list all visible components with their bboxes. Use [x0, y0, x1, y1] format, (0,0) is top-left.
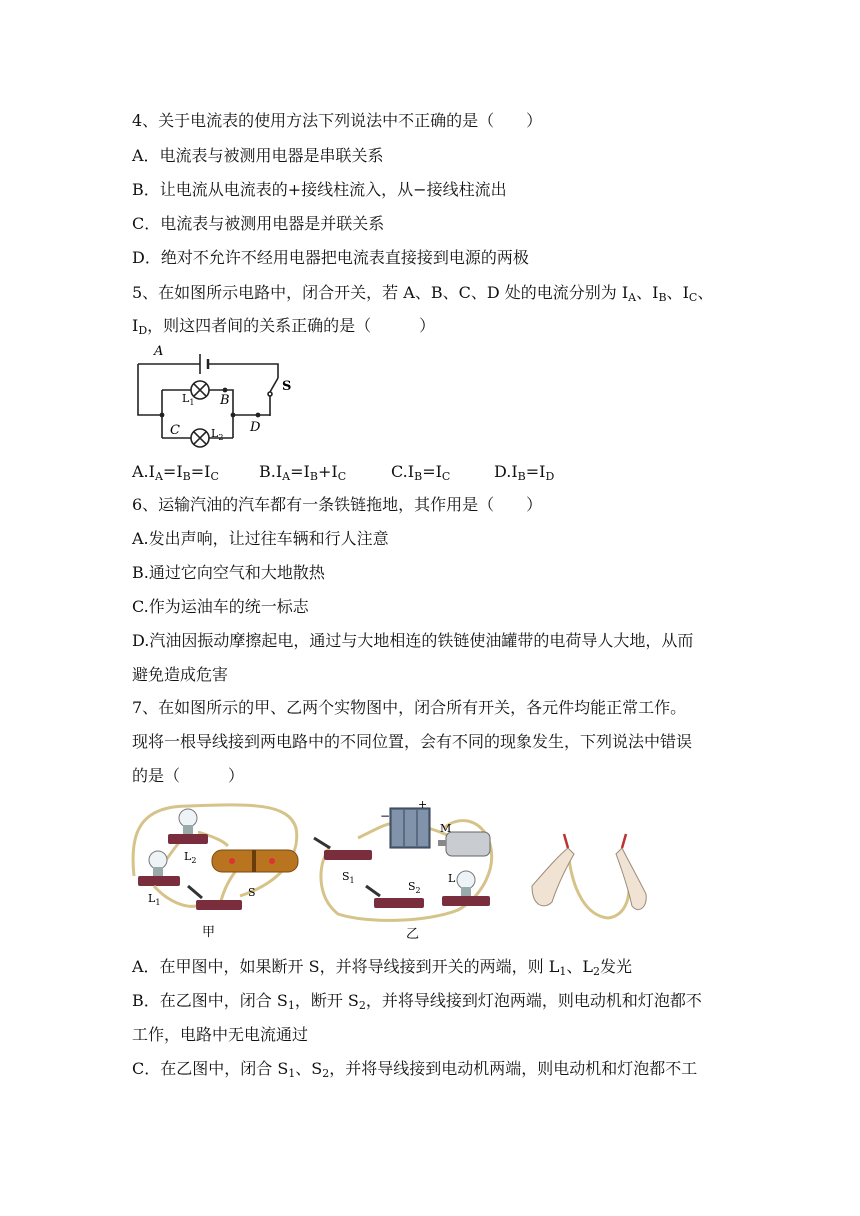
q4-option-b: B．让电流从电流表的+接线柱流入，从−接线柱流出 — [132, 180, 507, 199]
q4-option-a: A．电流表与被测用电器是串联关系 — [132, 146, 384, 165]
q6-option-d-line2: 避免造成危害 — [132, 665, 229, 684]
figure-yi — [314, 798, 492, 942]
jia-label-s: S — [248, 886, 256, 899]
q6-option-d-line1: D.汽油因振动摩擦起电，通过与大地相连的铁链使油罐带的电荷导人大地，从而 — [132, 631, 694, 650]
diagram-label-b: B — [220, 393, 230, 408]
q5-stem-line1: 5、在如图所示电路中，闭合开关，若 A、B、C、D 处的电流分别为 $I_A$、$I_B$、$I_C$、 — [132, 283, 714, 304]
q7-stem-line1: 7、在如图所示的甲、乙两个实物图中，闭合所有开关，各元件均能正常工作。 — [132, 698, 687, 717]
jia-label-l1: $L_1$ — [148, 892, 161, 907]
figure-jia — [133, 805, 298, 940]
q7-option-b-line1: B．在乙图中，闭合 $S_1$，断开 $S_2$，并将导线接到灯泡两端，则电动机和灯泡都不 — [132, 991, 702, 1012]
yi-label-l: L — [448, 872, 456, 885]
q6-option-b: B.通过它向空气和大地散热 — [132, 563, 325, 582]
figure-hands-wire — [532, 834, 646, 918]
q7-circuit-photos — [128, 798, 668, 946]
diagram-label-d: D — [250, 420, 261, 435]
q4-option-d: D．绝对不允许不经用电器把电流表直接接到电源的两极 — [132, 248, 529, 267]
jia-label-l2: $L_2$ — [184, 850, 197, 865]
q7-option-a: A．在甲图中，如果断开 S，并将导线接到开关的两端，则 $L_1$、$L_2$发光 — [132, 957, 632, 978]
diagram-label-a: A — [154, 344, 164, 359]
yi-label-s1: $S_1$ — [342, 870, 355, 885]
diagram-label-l1: $L_1$ — [182, 392, 195, 407]
diagram-label-l2: $L_2$ — [211, 427, 224, 442]
q7-stem-line3: 的是（ ） — [132, 766, 245, 785]
q6-option-c: C.作为运油车的统一标志 — [132, 597, 309, 616]
q5-option-c: $C.I_B=I_C$ — [391, 462, 451, 483]
q5-stem-line2: $I_D$，则这四者间的关系正确的是（ ） — [132, 316, 436, 337]
label-jia: 甲 — [202, 925, 216, 940]
svg-text:−: − — [380, 809, 391, 823]
q7-option-c: C．在乙图中，闭合 $S_1$、$S_2$，并将导线接到电动机两端，则电动机和灯泡都不工 — [132, 1059, 698, 1080]
diagram-label-s: S — [282, 379, 292, 394]
q4-stem: 4、关于电流表的使用方法下列说法中不正确的是（ ） — [132, 111, 543, 130]
q7-stem-line2: 现将一根导线接到两电路中的不同位置，会有不同的现象发生，下列说法中错误 — [132, 732, 693, 751]
yi-label-m: M — [440, 822, 452, 835]
label-yi: 乙 — [406, 927, 420, 942]
q4-option-c: C．电流表与被测用电器是并联关系 — [132, 214, 385, 233]
q5-option-a: $A.I_A=I_B=I_C$ — [132, 462, 219, 483]
q7-option-b-line2: 工作，电路中无电流通过 — [132, 1025, 309, 1044]
q5-option-d: $D.I_B=I_D$ — [494, 462, 555, 483]
q6-option-a: A.发出声响，让过往车辆和行人注意 — [132, 529, 389, 548]
diagram-label-c: C — [170, 423, 180, 438]
q6-stem: 6、运输汽油的汽车都有一条铁链拖地，其作用是（ ） — [132, 495, 543, 514]
q5-option-b: $B.I_A=I_B+I_C$ — [259, 462, 347, 483]
svg-text:+: + — [418, 798, 428, 811]
yi-label-s2: $S_2$ — [408, 880, 421, 895]
q5-circuit-diagram — [128, 342, 298, 450]
